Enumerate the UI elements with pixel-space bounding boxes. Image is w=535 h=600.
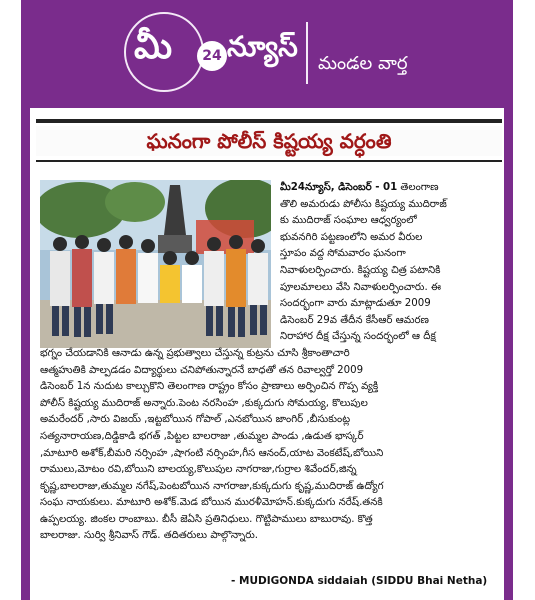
article-headline: ఘనంగా పోలీస్ కిష్టయ్య వర్ధంతి: [146, 129, 392, 153]
article-line: సందర్భంగా వారు మాట్లాడుతూ 2009: [280, 298, 431, 310]
article-line: డిసెంబర్ 29వ తేదీన కేసీఆర్ ఆమరణ: [280, 314, 429, 326]
masthead-divider: [306, 22, 308, 84]
article-line: తొలి అమరుడు పోలీసు కిష్టయ్య ముదిరాజ్: [280, 198, 447, 210]
article-line: ఉప్పలయ్య. జింకల రాంబాబు. బీసీ జెఏసి ప్రతినిధులు. గొట్టిపాములు బాబురావు. కొత్త: [40, 513, 373, 525]
logo-news-text: న్యూస్: [227, 30, 298, 63]
article-line: కృష్ణ,బాలరాజు,తుమ్మల నగేష్,పెంటబోయిన నాగరాజు,కుక్కదుగు కృష్ణ,ముదిరాజ్ ఉద్యోగ: [40, 480, 384, 492]
headline-rule-bottom: [36, 160, 502, 162]
article-line: స్తూపం వద్ద సోమవారం ఘనంగా: [280, 248, 406, 260]
article-line: అమరేందర్ ,సారు విజయ్ ,ఇట్టబోయిన గోపాల్ ,ఎనబోయిన జాంగిర్ ,బీసుకుంట్ల: [40, 414, 351, 426]
article-line: బాలరాజు. సుర్వి శ్రీనివాస్ గౌడ్. తదితరులు పాల్గొన్నారు.: [40, 530, 259, 542]
article-body: [40, 180, 502, 545]
logo-24-badge: 24: [197, 41, 227, 71]
article-line: ,మాటూరి అశోక్,బీమరి నర్సింహ ,షాగంటి నర్సింహ,గీస ఆనంద్,యాట వెంకటేష్,బోయిని: [40, 447, 384, 459]
headline-rule-top: [36, 119, 502, 123]
section-title: మండల వార్త: [318, 53, 408, 74]
article-line: నిరాహార దీక్ష చేస్తున్న సందర్భంలో ఆ దీక్ష: [280, 331, 436, 343]
article-line: ఆత్మహుతికి పాల్పడడం విద్యార్థులు చనిపోతున్నారనే బాధతో తన రివాల్వర్తో 2009: [40, 364, 364, 376]
article-line: కు ముదిరాజ్ సంఘాల ఆధ్వర్యంలో: [280, 215, 417, 227]
logo-mee-text: మీ: [134, 26, 173, 67]
article-line: భగ్నం చేయడానికి ఆనాడు ఉన్న ప్రభుత్వాలు చేస్తున్న కుట్రను చూసి శ్రీకాంతాచారి: [40, 347, 350, 359]
article-line: సత్యనారాయణ,దిడ్డికాడి భగత్ ,పిట్టల బాలరాజు ,తుమ్మల పాండు ,ఉడుత భాస్కర్: [40, 430, 364, 442]
article-byline: - MUDIGONDA siddaiah (SIDDU Bhai Netha): [231, 575, 488, 587]
article-line: నివాళులర్పించారు. కిష్టయ్య చిత్ర పటానికి: [280, 264, 441, 276]
article-line: భువనగిరి పట్టణంలోని అమర వీరుల: [280, 231, 423, 243]
article-line: రాములు,మోటం రవి,బోయిని బాలయ్య,కొలుపుల నాగరాజు,గుర్రాల శివేందర్,జిన్న: [40, 464, 357, 476]
article-dateline: మీ24న్యూస్, డిసెంబర్ - 01: [280, 182, 398, 193]
article-line: సంఘ నాయకులు. మాటూరి అశోక్.మెడ బోయిన మురళీమోహన్.కుక్కదుగు నరేష్.తనకి: [40, 497, 383, 509]
article-line: పూలమాలలు వేసి నివాళులర్పించారు. ఈ: [280, 281, 442, 293]
article-line: డిసెంబర్ 1న నుదుట కాల్చుకొని తెలంగాణ రాష్ట్రం కోసం ప్రాణాలు అర్పించిన గొప్ప వ్యక్తి: [40, 381, 379, 393]
article-line: మీ24న్యూస్, డిసెంబర్ - 01 తెలంగాణ: [280, 182, 439, 193]
article-line: పోలీస్ కిష్టయ్య ముదిరాజ్ అన్నారు.పెంట నరసింహ ,కుక్కదుగు సోమయ్య, కొలుపుల: [40, 397, 368, 409]
